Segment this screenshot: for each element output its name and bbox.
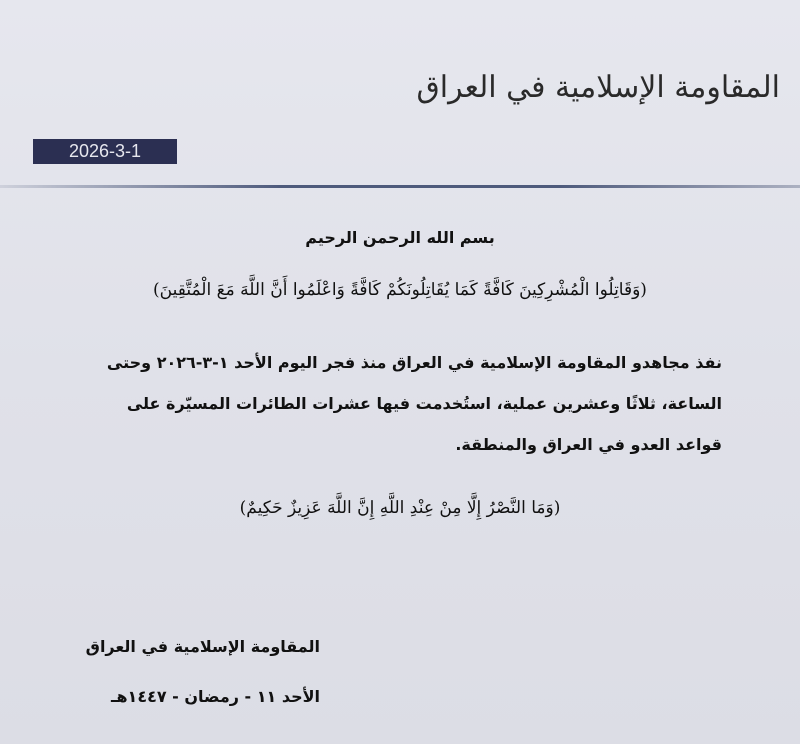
closing-verse: (وَمَا النَّصْرُ إِلَّا مِنْ عِنْدِ اللَّهِ إِنَّ اللَّهَ عَزِيزٌ حَكِيمٌ) [239, 498, 561, 518]
opening-verse: (وَقَاتِلُوا الْمُشْرِكِينَ كَافَّةً كَمَا يُقَاتِلُونَكُمْ كَافَّةً وَاعْلَمُوا أَنَّ اللَّهَ مَعَ الْمُتَّقِينَ) [153, 280, 647, 300]
date-badge: 2026-3-1 [33, 139, 177, 164]
organization-logo: المقاومة الإسلامية في العراق [416, 70, 780, 105]
basmala: بسم الله الرحمن الرحيم [305, 228, 495, 247]
signature-organization: المقاومة الإسلامية في العراق [85, 637, 320, 656]
header-divider [0, 185, 800, 188]
signature-date: الأحد ١١ - رمضان - ١٤٤٧هـ [110, 687, 320, 706]
signature-block [60, 622, 320, 722]
statement-body: نفذ مجاهدو المقاومة الإسلامية في العراق منذ فجر اليوم الأحد ١-٣-٢٠٢٦ وحتى الساعة، ثلاثًا وعشرين عملية، استُخدمت فيها عشرات الطائرات المسيّرة على قواعد العدو في العراق والمنطقة. [106, 353, 722, 454]
